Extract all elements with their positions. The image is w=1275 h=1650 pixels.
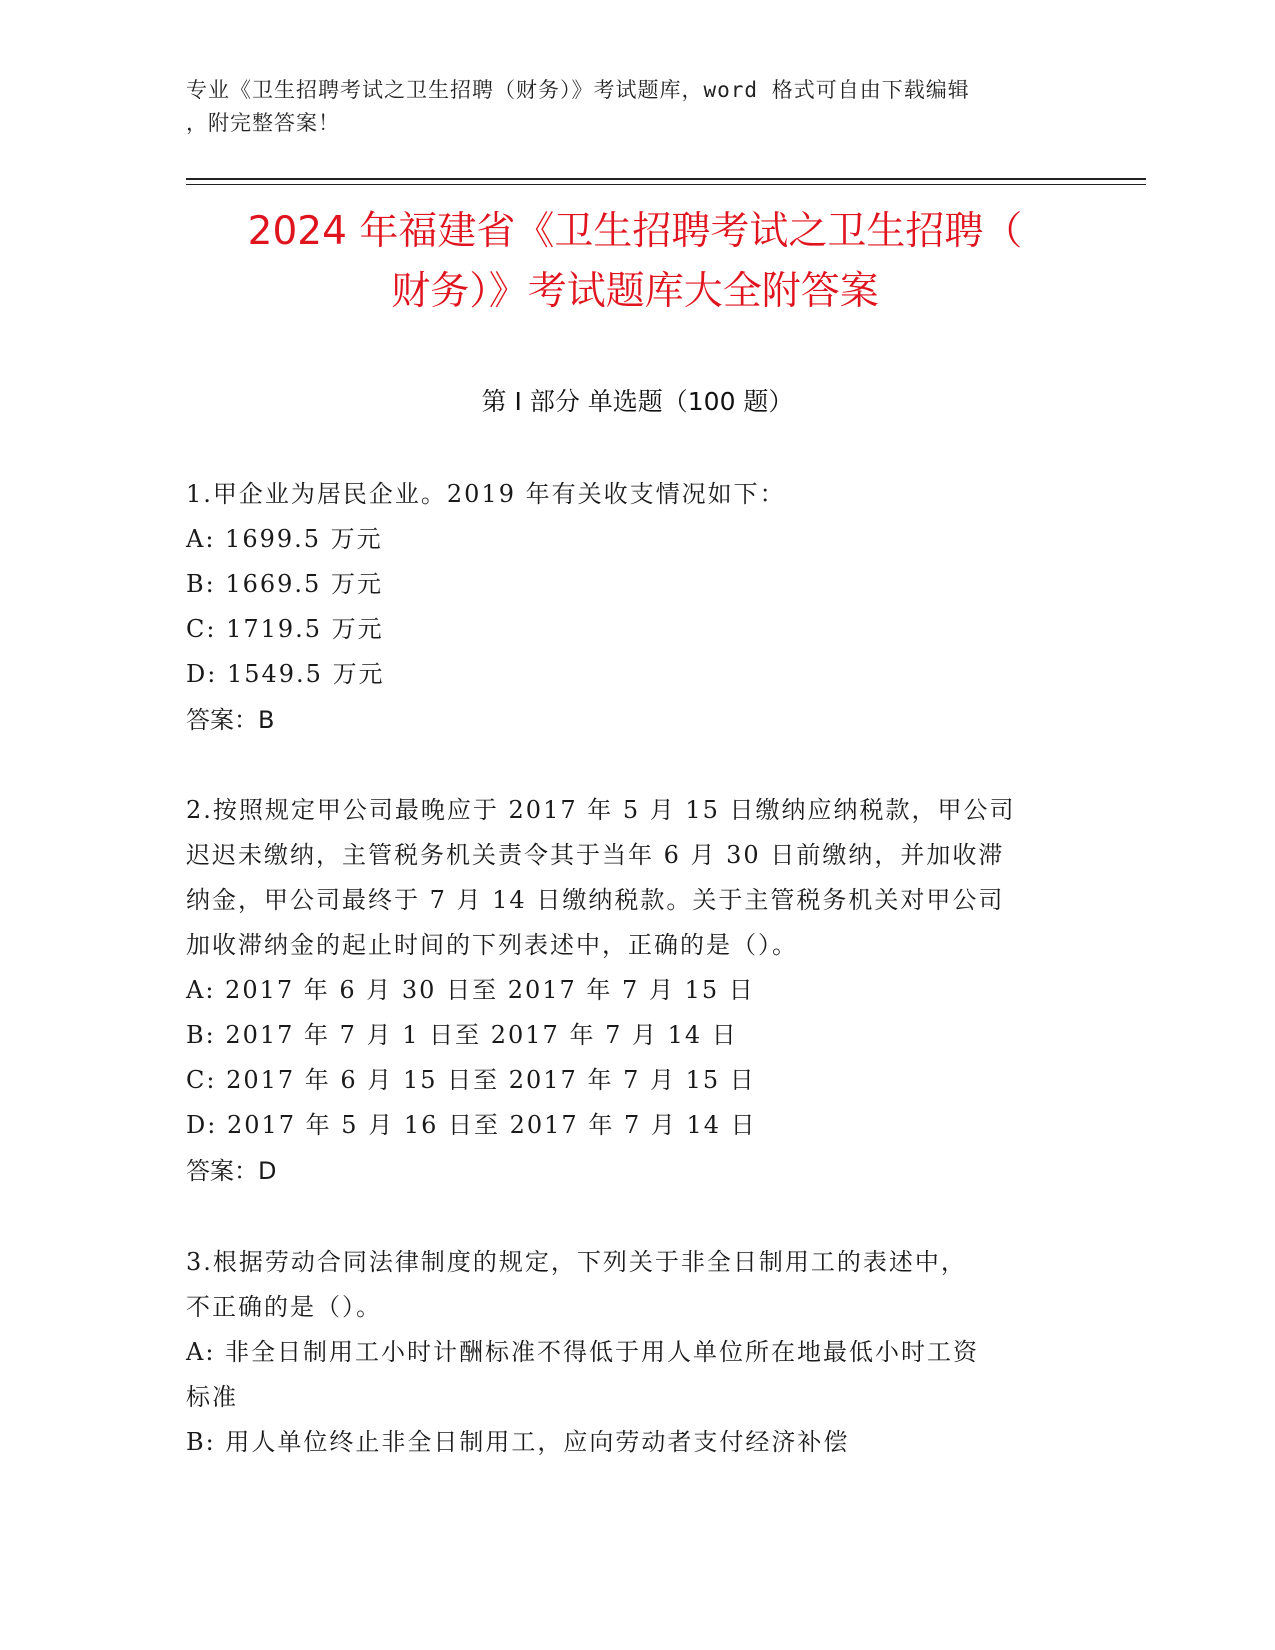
question-stem: 不正确的是（）。 bbox=[186, 1293, 382, 1321]
question-stem: 3.根据劳动合同法律制度的规定，下列关于非全日制用工的表述中， bbox=[186, 1248, 967, 1276]
option-c: C: 2017 年 6 月 15 日至 2017 年 7 月 15 日 bbox=[186, 1066, 756, 1094]
document-title bbox=[150, 202, 1120, 322]
question-stem: 加收滞纳金的起止时间的下列表述中，正确的是（）。 bbox=[186, 931, 798, 959]
option-b: B: 用人单位终止非全日制用工，应向劳动者支付经济补偿 bbox=[186, 1428, 850, 1456]
title-line: 2024 年福建省《卫生招聘考试之卫生招聘（ bbox=[247, 209, 1023, 254]
question-stem: 纳金，甲公司最终于 7 月 14 日缴纳税款。关于主管税务机关对甲公司 bbox=[186, 886, 1005, 914]
title-line: 财务）》考试题库大全附答案 bbox=[391, 269, 879, 314]
header-divider-thin bbox=[186, 184, 1146, 185]
option-b: B: 1669.5 万元 bbox=[186, 570, 383, 598]
header-note-line: ，附完整答案！ bbox=[186, 111, 340, 135]
option-a: A: 2017 年 6 月 30 日至 2017 年 7 月 15 日 bbox=[186, 976, 755, 1004]
question-1 bbox=[186, 472, 1066, 743]
option-d: D: 2017 年 5 月 16 日至 2017 年 7 月 14 日 bbox=[186, 1111, 757, 1139]
question-3 bbox=[186, 1240, 1066, 1465]
answer: 答案：D bbox=[186, 1157, 277, 1185]
section-heading: 第 I 部分 单选题（100 题） bbox=[481, 387, 794, 416]
header-note-line: 专业《卫生招聘考试之卫生招聘（财务）》考试题库，word 格式可自由下载编辑 bbox=[186, 78, 970, 102]
option-a: A: 非全日制用工小时计酬标准不得低于用人单位所在地最低小时工资 bbox=[186, 1338, 980, 1366]
header-note bbox=[186, 74, 1066, 140]
question-stem: 2.按照规定甲公司最晚应于 2017 年 5 月 15 日缴纳应纳税款，甲公司 bbox=[186, 796, 1016, 824]
option-a: A: 1699.5 万元 bbox=[186, 525, 383, 553]
question-stem: 迟迟未缴纳，主管税务机关责令其于当年 6 月 30 日前缴纳，并加收滞 bbox=[186, 841, 1005, 869]
question-stem: 1.甲企业为居民企业。2019 年有关收支情况如下： bbox=[186, 480, 786, 508]
header-divider-thick bbox=[186, 178, 1146, 180]
answer: 答案：B bbox=[186, 706, 275, 734]
option-b: B: 2017 年 7 月 1 日至 2017 年 7 月 14 日 bbox=[186, 1021, 738, 1049]
question-2 bbox=[186, 788, 1066, 1194]
option-c: C: 1719.5 万元 bbox=[186, 615, 384, 643]
option-d: D: 1549.5 万元 bbox=[186, 660, 385, 688]
option-a-continued: 标准 bbox=[186, 1383, 238, 1411]
